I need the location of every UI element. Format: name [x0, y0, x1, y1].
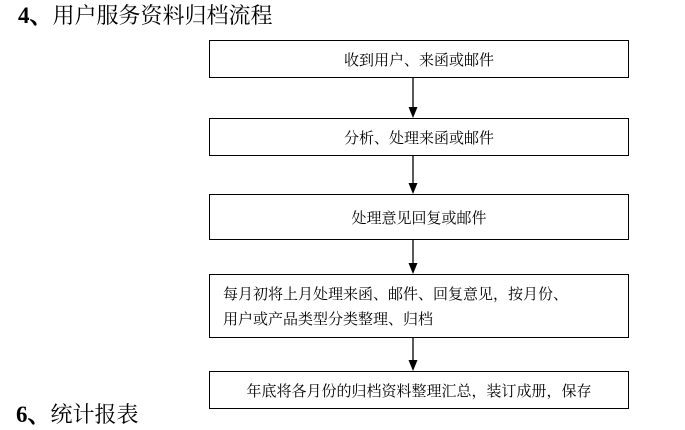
flow-step-3-label: 处理意见回复或邮件 — [351, 208, 487, 227]
flow-step-1-label: 收到用户、来函或邮件 — [343, 50, 494, 69]
flow-step-4-line-2: 用户或产品类型分类整理、归档 — [223, 310, 434, 328]
flow-step-5-label: 年底将各月份的归档资料整理汇总，装订成册，保存 — [246, 381, 592, 400]
flow-step-2 — [209, 118, 629, 156]
next-section-title: 统计报表 — [50, 403, 139, 428]
flow-step-4-line-1: 每月初将上月处理来函、邮件、回复意见，按月份、 — [223, 285, 569, 303]
next-section-heading — [16, 401, 139, 430]
section-heading — [18, 2, 273, 31]
flow-step-3 — [209, 194, 629, 240]
flow-step-4 — [209, 274, 629, 338]
flow-step-1 — [209, 40, 629, 78]
section-title: 用户服务资料归档流程 — [52, 4, 273, 29]
flow-step-5 — [209, 371, 629, 409]
flow-arrow-4 — [407, 338, 419, 371]
next-section-number: 6、 — [16, 402, 51, 427]
flow-arrow-3 — [407, 240, 419, 274]
section-number: 4、 — [18, 3, 53, 28]
flow-arrow-1 — [407, 78, 419, 118]
flow-step-2-label: 分析、处理来函或邮件 — [343, 128, 494, 147]
flow-arrow-2 — [407, 156, 419, 194]
